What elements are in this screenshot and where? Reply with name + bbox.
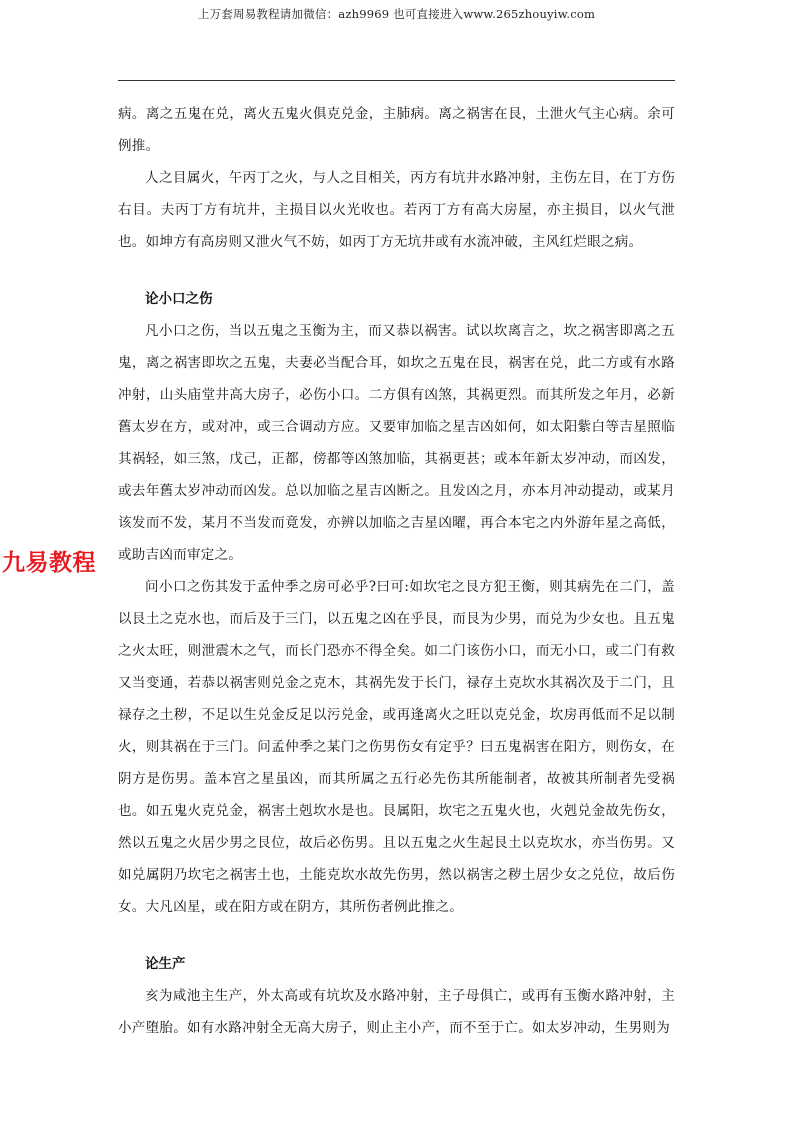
watermark-logo: 九易教程	[2, 550, 96, 576]
page-body	[118, 98, 675, 1044]
paragraph: 亥为咸池主生产，外太高或有坑坎及水路冲射，主子母俱亡，或再有玉衡水路冲射，主小产堕胎。如有水路冲射全无高大房子，则止主小产，而不至于亡。如太岁冲动，生男则为	[118, 988, 675, 1036]
header-divider	[118, 80, 675, 81]
paragraph: 人之目属火，午丙丁之火，与人之目相关，丙方有坑井水路冲射，主伤左目，在丁方伤右目。夫丙丁方有坑井，主损目以火光收也。若丙丁方有高大房屋，亦主损目，以火气泄也。如坤方有高房则又泄火气不妨，如丙丁方无坑井或有水流冲破，主风红烂眼之病。	[118, 170, 675, 250]
section-heading: 论小口之伤	[145, 291, 213, 307]
paragraph: 问小口之伤其发于孟仲季之房可必乎?曰可:如坎宅之艮方犯王衡，则其病先在二门，盖以艮土之克水也，而后及于三门，以五鬼之凶在乎艮，而艮为少男，而兑为少女也。且五鬼之火太旺，则泄震木之气，而长门恐亦不得全矣。如二门该伤小口，而无小口，或二门有救又当变通，若恭以祸害则兑金之克木，其祸先发于长门，禄存土克坎水其祸次及于二门，且禄存之土秽，不足以生兑金反足以污兑金，或再逢离火之旺以克兑金，坎房再低而不足以制火，则其祸在于三门。问孟仲季之某门之伤男伤女有定乎？曰五鬼祸害在阳方，则伤女，在阴方是伤男。盖本宫之星虽凶，而其所属之五行必先伤其所能制者，故被其所制者先受祸也。如五鬼火克兑金，祸害土剋坎水是也。艮属阳，坎宅之五鬼火也，火剋兑金故先伤女，然以五鬼之火居少男之艮位，故后必伤男。且以五鬼之火生起艮土以克坎水，亦当伤男。又如兑属阴乃坎宅之祸害土也，土能克坎水故先伤男，然以祸害之秽土居少女之兑位，故后伤女。大凡凶星，或在阳方或在阴方，其所伤者例此推之。	[118, 579, 675, 915]
spacer	[118, 923, 675, 948]
paragraph: 凡小口之伤，当以五鬼之玉衡为主，而又恭以祸害。试以坎离言之，坎之祸害即离之五鬼，离之祸害即坎之五鬼，夫妻必当配合耳，如坎之五鬼在艮，祸害在兑，此二方或有水路冲射，山头庙堂井高大房子，必伤小口。二方俱有凶煞，其祸更烈。而其所发之年月，必新舊太岁在方，或对冲，或三合调动方应。又要审加临之星吉凶如何，如太阳紫白等吉星照临其祸轻，如三煞，戊己，正都，傍都等凶煞加临，其祸更甚；或本年新太岁冲动，而凶发，或去年舊太岁冲动而凶发。总以加临之星吉凶断之。且发凶之月，亦本月冲动提动，或某月该发而不发，某月不当发而竟发，亦辨以加临之吉星凶曜，再合本宅之内外游年星之高低，或助吉凶而审定之。	[118, 323, 675, 563]
page-header: 上万套周易教程请加微信：azh9969 也可直接进入www.265zhouyiw.com	[197, 7, 596, 21]
section-heading: 论生产	[145, 956, 186, 972]
paragraph: 病。离之五鬼在兑，离火五鬼火俱克兑金，主肺病。离之祸害在艮，土泄火气主心病。余可例推。	[118, 106, 675, 154]
spacer	[118, 258, 675, 283]
